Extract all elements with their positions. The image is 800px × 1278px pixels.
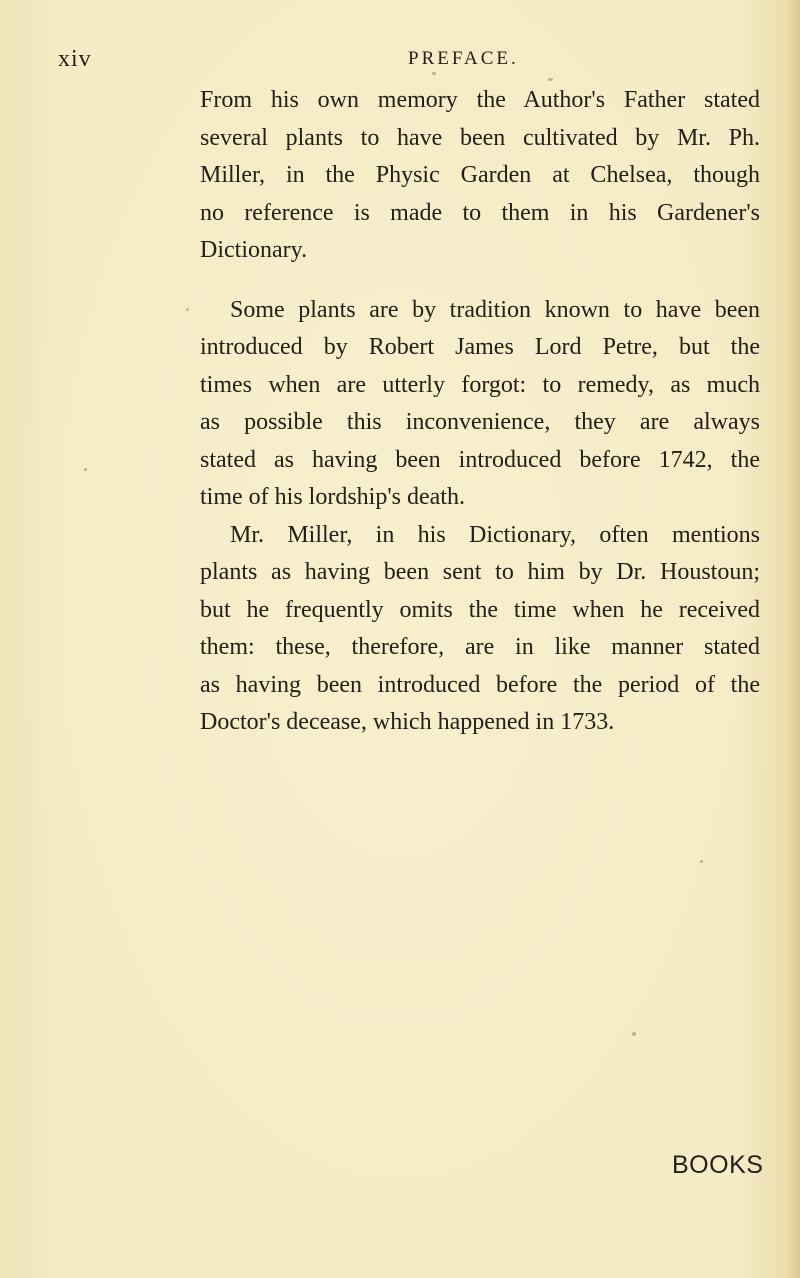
text-line: plants as having been sent to him by Dr. Houstoun;	[200, 559, 760, 585]
text-line: Dictionary.	[200, 237, 308, 263]
text-line: introduced by Robert James Lord Petre, but the	[200, 334, 760, 360]
page-number: xiv	[58, 46, 92, 72]
page-header	[0, 42, 800, 82]
text-line: no reference is made to them in his Gardener's	[200, 199, 760, 226]
text-line: several plants to have been cultivated by Mr. Ph.	[200, 124, 760, 151]
catchword: BOOKS	[672, 1151, 764, 1179]
paragraph	[200, 517, 760, 742]
text-line: times when are utterly forgot: to remedy, as much	[200, 371, 760, 398]
text-line: Some plants are by tradition known to have been	[230, 296, 760, 323]
running-head: PREFACE.	[408, 48, 519, 69]
text-line: as possible this inconvenience, they are always	[200, 409, 760, 435]
text-line: Miller, in the Physic Garden at Chelsea, though	[200, 162, 760, 188]
paragraph	[200, 82, 760, 270]
text-line: stated as having been introduced before 1742, the	[200, 446, 760, 473]
text-line: From his own memory the Author's Father stated	[200, 87, 760, 113]
text-line: Mr. Miller, in his Dictionary, often mentions	[230, 521, 760, 548]
body-text	[200, 82, 760, 742]
paragraph-gap	[200, 270, 760, 292]
text-line: Doctor's decease, which happened in 1733.	[200, 709, 615, 735]
text-line: them: these, therefore, are in like manner stated	[200, 634, 760, 660]
text-line: time of his lordship's death.	[200, 484, 465, 510]
text-line: but he frequently omits the time when he received	[200, 596, 760, 623]
paragraph	[200, 292, 760, 517]
text-line: as having been introduced before the period of the	[200, 671, 760, 698]
page-edge-shadow	[786, 0, 800, 1278]
